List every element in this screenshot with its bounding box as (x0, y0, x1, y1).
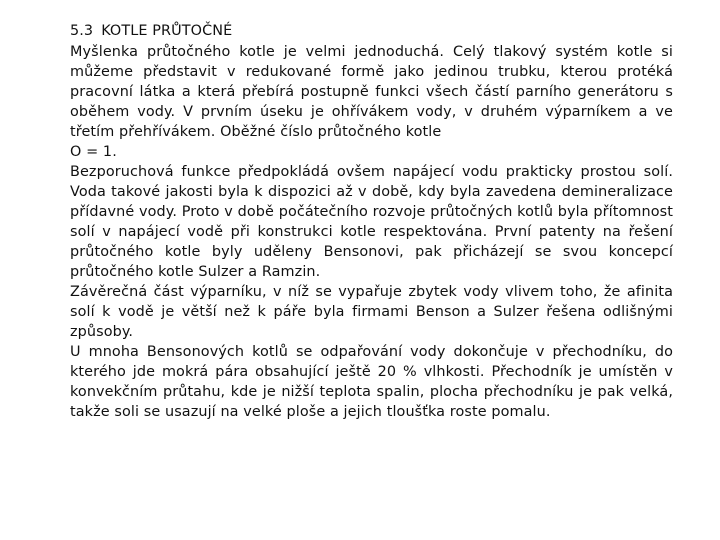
section-number: 5.3 (70, 23, 94, 39)
paragraph-formula: O = 1. (70, 144, 117, 160)
paragraph-feedwater: Bezporuchová funkce předpokládá ovšem napájecí vodu prakticky prostou solí. Voda takové jakosti byla k dispozici až v době, kdy byla zavedena demineralizace přídavné vody. Proto v době počátečního rozvoje průtočných kotlů byla přítomnost solí v napájecí vodě při konstrukci kotle respektována. První patenty na řešení průtočného kotle byly uděleny Bensonovi, pak přicházejí se svou koncepcí průtočného kotle Sulzer a Ramzin. (70, 164, 673, 280)
paragraph-evaporator: Závěrečná část výparníku, v níž se vypařuje zbytek vody vlivem toho, že afinita solí k vodě je větší než k páře byla firmami Benson a Sulzer řešena odlišnými způsoby. (70, 284, 673, 340)
section-title: KOTLE PRŮTOČNÉ (101, 23, 233, 39)
section-heading (70, 20, 673, 42)
document-body (70, 20, 673, 422)
paragraph-benson: U mnoha Bensonových kotlů se odpařování vody dokončuje v přechodníku, do kterého jde mokrá pára obsahující ještě 20 % vlhkosti. Přechodník je umístěn v konvekčním průtahu, kde je nižší teplota spalin, plocha přechodníku je pak velká, takže soli se usazují na velké ploše a jejich tloušťka roste pomalu. (70, 344, 673, 420)
paragraph-intro: Myšlenka průtočného kotle je velmi jednoduchá. Celý tlakový systém kotle si můžeme představit v redukované formě jako jedinou trubku, kterou protéká pracovní látka a která přebírá postupně funkci všech částí parního generátoru s oběhem vody. V prvním úseku je ohřívákem vody, v druhém výparníkem a ve třetím přehřívákem. Oběžné číslo průtočného kotle (70, 44, 673, 140)
